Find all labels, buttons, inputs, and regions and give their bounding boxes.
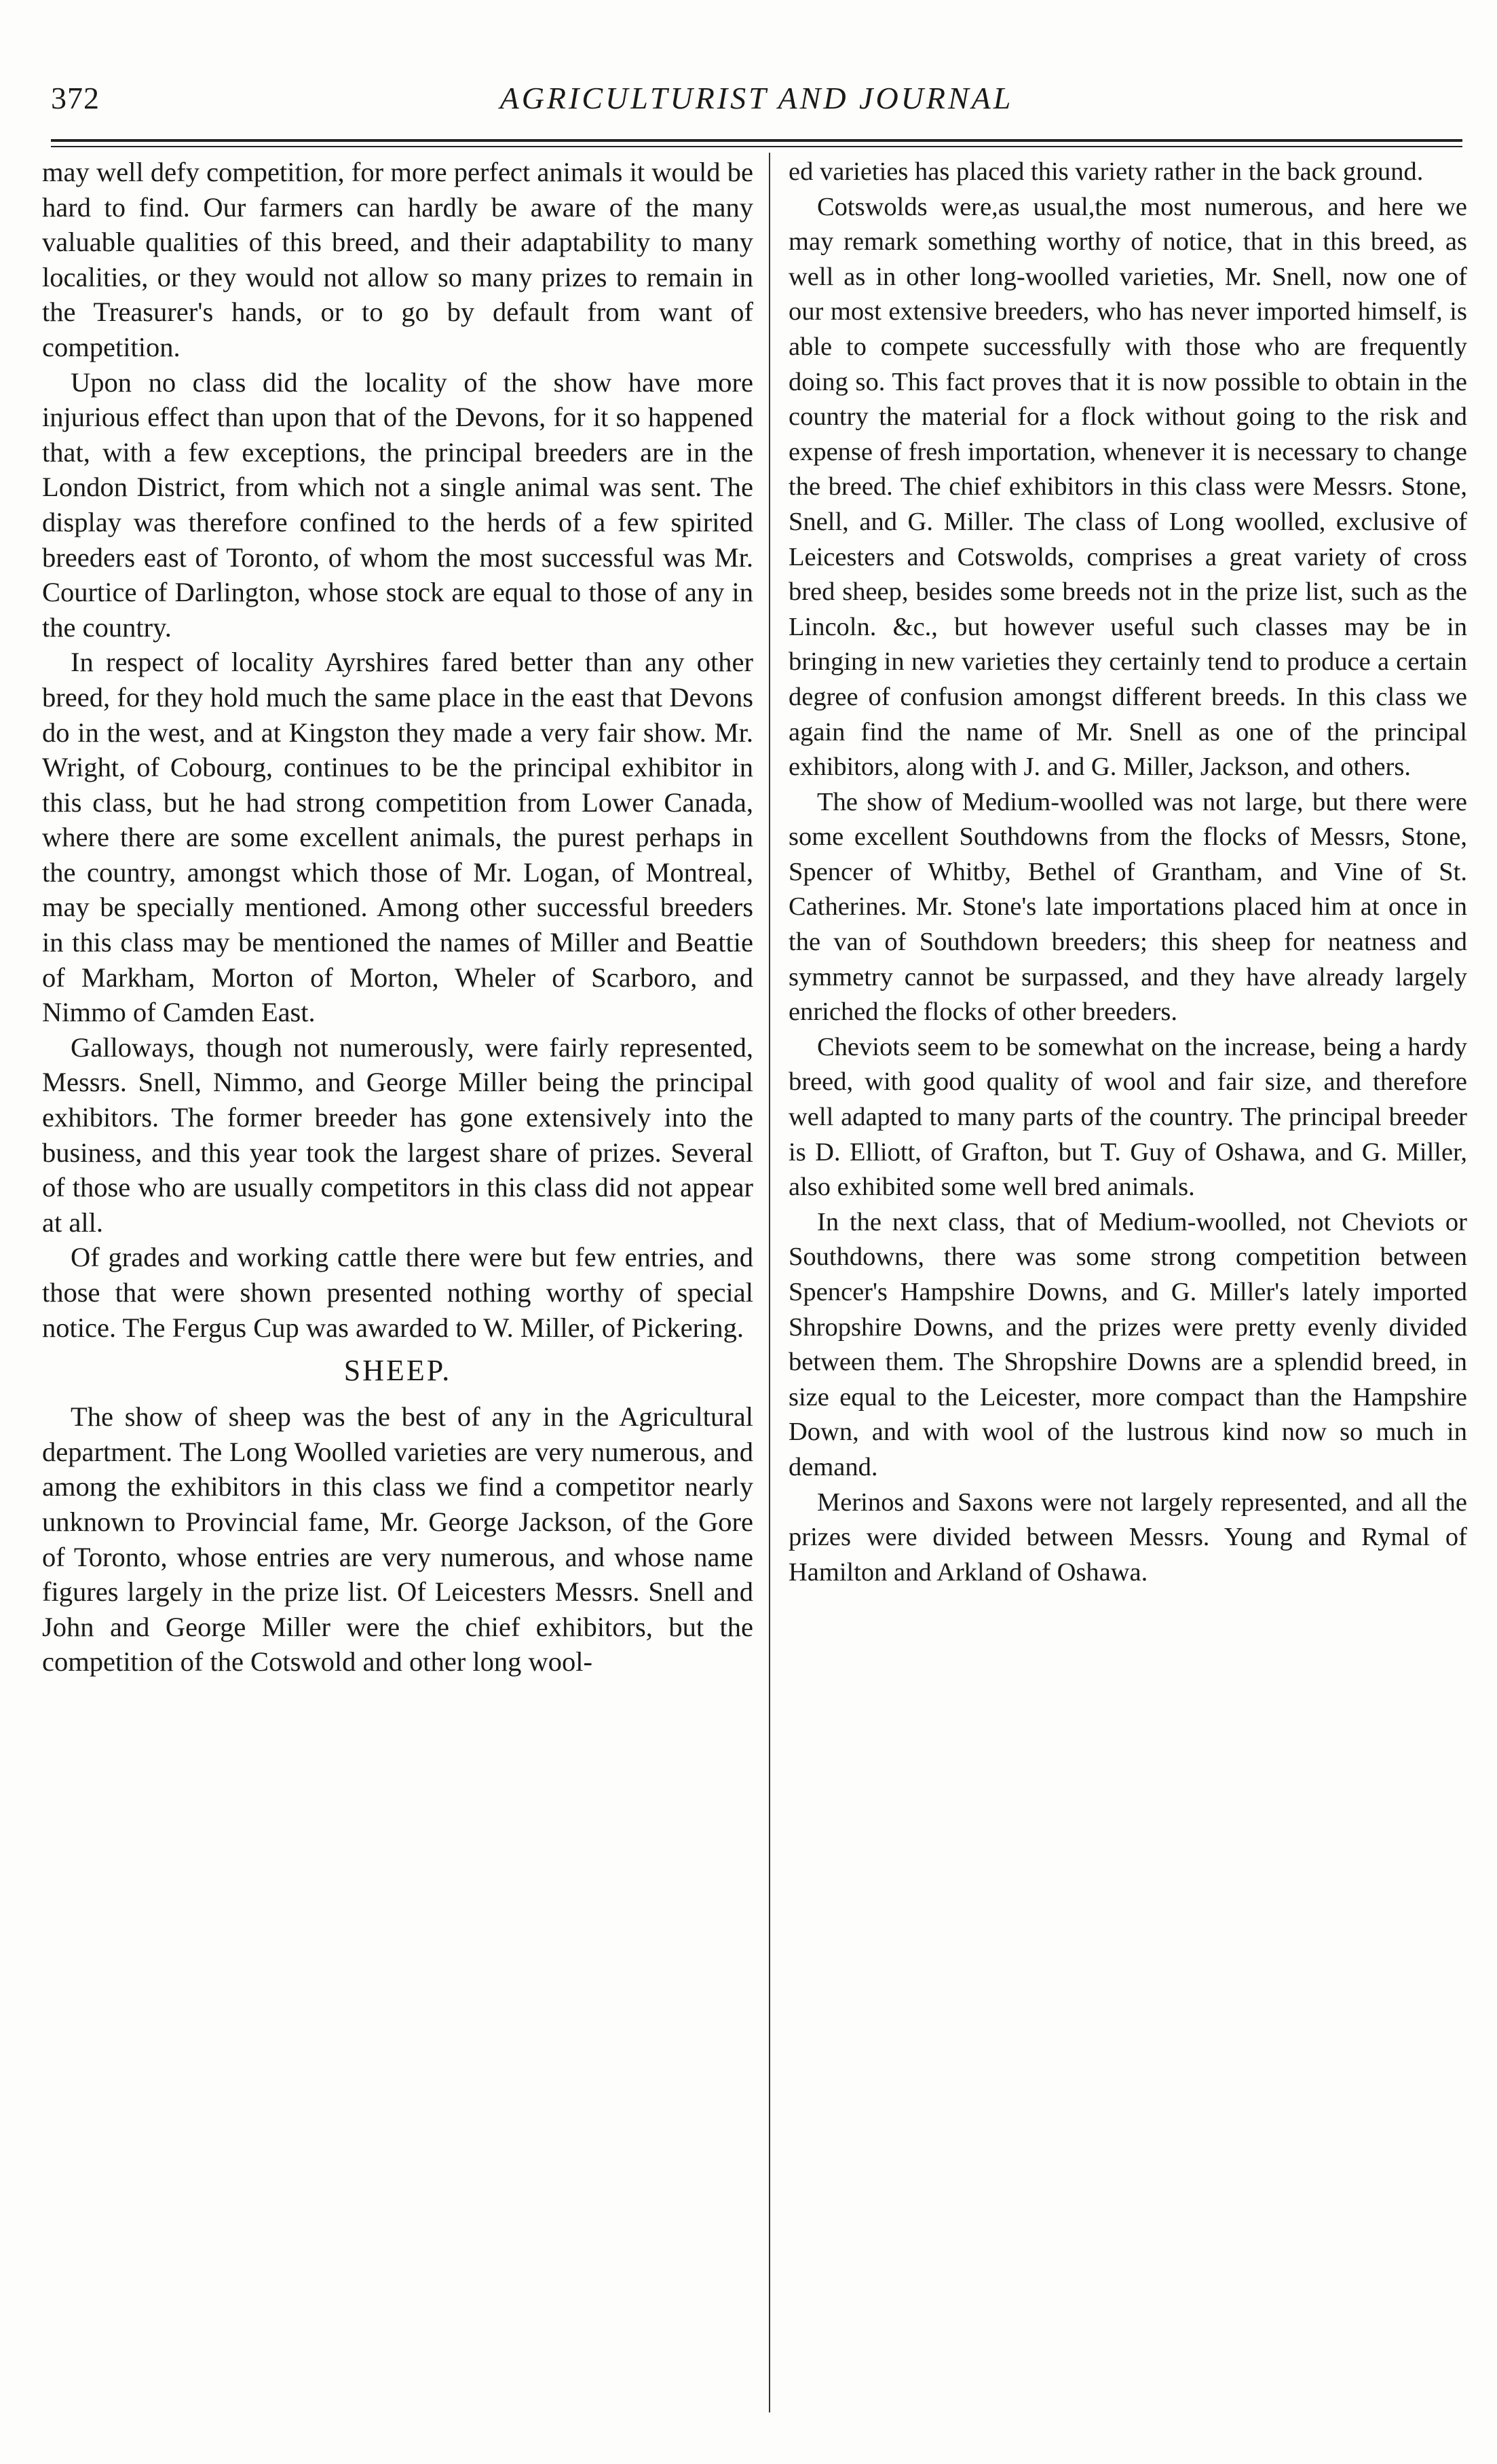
paragraph: Cotswolds were,as usual,the most numerous, and here we may remark something worthy of notice, that in this breed, as well as in other long-woolled varieties, Mr. Snell, now one of our most extensive breeders, who has never imported himself, is able to compete successfully with those who are frequently doing so. This fact proves that it is now possible to obtain in the country the material for a flock without going to the risk and expense of fresh importation, whenever it is necessary to change the breed. The chief exhibitors in this class were Messrs. Stone, Snell, and G. Miller. The class of Long woolled, exclusive of Leicesters and Cotswolds, comprises a great variety of cross bred sheep, besides some breeds not in the prize list, such as the Lincoln. &c., but however useful such classes may be in bringing in new varieties they certainly tend to produce a certain degree of confusion amongst different breeds. In this class we again find the name of Mr. Snell as one of the principal exhibitors, along with J. and G. Miller, Jackson, and others. (789, 192, 1467, 782)
paragraph: The show of sheep was the best of any in the Agricultural department. The Long Woolled varieties are very numerous, and among the exhibitors in this class we find a competitor nearly unknown to Provincial fame, Mr. George Jackson, of the Gore of Toronto, whose entries are very numerous, and whose name figures largely in the prize list. Of Leicesters Messrs. Snell and John and George Miller were the chief exhibitors, but the competition of the Cotswold and other long wool- (42, 1401, 753, 1678)
left-column (42, 155, 753, 2421)
paragraph: may well defy competition, for more perfect animals it would be hard to find. Our farmers can hardly be aware of the many valuable qualities of this breed, and their adaptability to many localities, or they would not allow so many prizes to remain in the Treasurer's hands, or to go by default from want of competition. (42, 157, 753, 362)
paragraph: In the next class, that of Medium-woolled, not Cheviots or Southdowns, there was some strong competition between Spencer's Hampshire Downs, and G. Miller's lately imported Shropshire Downs, and the prizes were pretty evenly divided between them. The Shropshire Downs are a splendid breed, in size equal to the Leicester, more compact than the Hampshire Down, and with wool of the lustrous kind now so much in demand. (789, 1207, 1467, 1481)
paragraph: The show of Medium-woolled was not large, but there were some excellent Southdowns from the flocks of Messrs, Stone, Spencer of Whitby, Bethel of Grantham, and Vine of St. Catherines. Mr. Stone's late importations placed him at once in the van of Southdown breeders; this sheep for neatness and symmetry cannot be surpassed, and they have already largely enriched the flocks of other breeders. (789, 787, 1467, 1027)
column-divider (769, 153, 770, 2412)
page-number: 372 (51, 81, 100, 115)
paragraph: Of grades and working cattle there were but few entries, and those that were shown presented nothing worthy of special notice. The Fergus Cup was awarded to W. Miller, of Pickering. (42, 1242, 753, 1343)
right-column (789, 155, 1467, 2421)
paragraph: Cheviots seem to be somewhat on the increase, being a hardy breed, with good quality of wool and fair size, and therefore well adapted to many parts of the country. The principal breeder is D. Elliott, of Grafton, but T. Guy of Oshawa, and G. Miller, also exhibited some well bred animals. (789, 1032, 1467, 1202)
section-heading: SHEEP. (343, 1354, 452, 1388)
paragraph: Merinos and Saxons were not largely represented, and all the prizes were divided between Messrs. Young and Rymal of Hamilton and Arkland of Oshawa. (789, 1487, 1467, 1587)
paragraph: ed varieties has placed this variety rather in the back ground. (789, 157, 1424, 186)
running-head (51, 80, 1462, 128)
journal-title: AGRICULTURIST AND JOURNAL (499, 81, 1014, 115)
paragraph: In respect of locality Ayrshires fared better than any other breed, for they hold much the same place in the east that Devons do in the west, and at Kingston they made a very fair show. Mr. Wright, of Cobourg, continues to be the principal exhibitor in this class, but he had strong competition from Lower Canada, where there are some excellent animals, the purest perhaps in the country, amongst which those of Mr. Logan, of Montreal, may be specially mentioned. Among other successful breeders in this class may be mentioned the names of Miller and Beattie of Markham, Morton of Morton, Wheler of Scarboro, and Nimmo of Camden East. (42, 647, 753, 1028)
paragraph: Galloways, though not numerously, were fairly represented, Messrs. Snell, Nimmo, and George Miller being the principal exhibitors. The former breeder has gone extensively into the business, and this year took the largest share of prizes. Several of those who are usually competitors in this class did not appear at all. (42, 1031, 753, 1238)
header-rule (51, 139, 1462, 147)
paragraph: Upon no class did the locality of the show have more injurious effect than upon that of the Devons, for it so happened that, with a few exceptions, the principal breeders are in the London District, from which not a single animal was sent. The display was therefore confined to the herds of a few spirited breeders east of Toronto, of whom the most successful was Mr. Courtice of Darlington, whose stock are equal to those of any in the country. (42, 366, 753, 643)
